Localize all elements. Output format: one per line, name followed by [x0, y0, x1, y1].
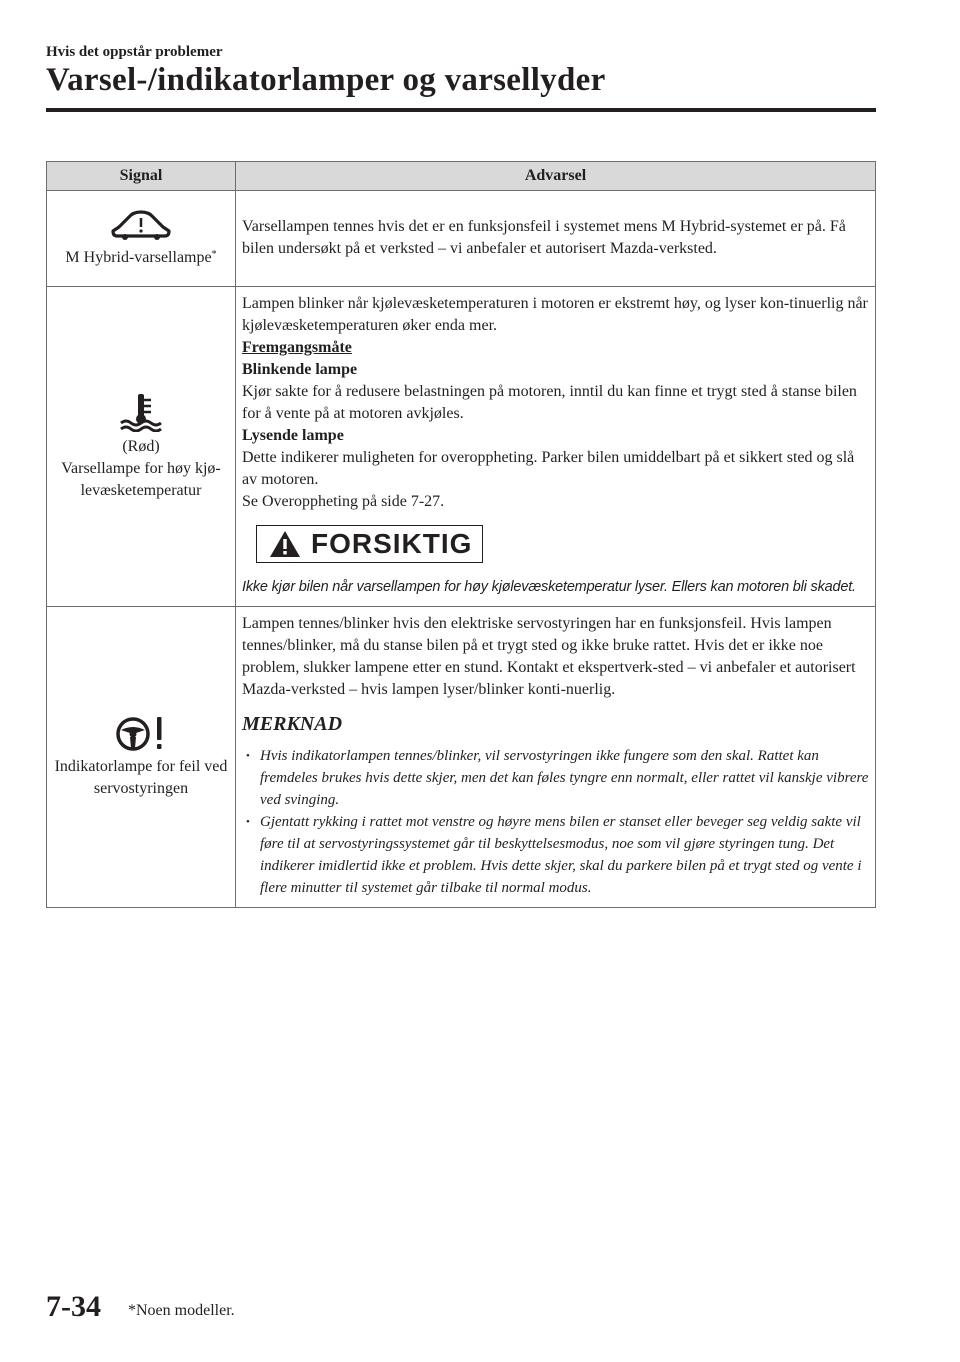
warning-cell: [236, 191, 876, 287]
warning-cell: [236, 287, 876, 607]
warning-lamp-table: [46, 161, 876, 908]
footnote: *Noen modeller.: [128, 1302, 235, 1319]
column-header-signal: Signal: [47, 162, 236, 191]
power-steering-warning-icon: [114, 714, 168, 752]
lit-text: Dette indikerer muligheten for overoppheting. Parker bilen umiddelbart på et sikkert sted og slå av motoren.: [242, 449, 855, 488]
footnote-mark: *: [211, 248, 217, 260]
lit-heading: Lysende lampe: [242, 427, 344, 444]
warning-cell: [236, 607, 876, 908]
blink-heading: Blinkende lampe: [242, 361, 358, 378]
signal-cell: [47, 191, 236, 287]
signal-label: M Hybrid-varsellampe: [65, 248, 212, 266]
signal-cell: [47, 287, 236, 607]
note-label: MERKNAD: [242, 713, 343, 735]
signal-color: (Rød): [122, 437, 160, 455]
warning-intro: Lampen blinker når kjølevæsketemperaturen i motoren er ekstremt høy, og lyser kon-tinuerlig når kjølevæsketemperaturen øker enda mer.: [242, 295, 868, 334]
title-rule: [46, 108, 876, 112]
warning-text: Lampen tennes/blinker hvis den elektriske servostyringen har en funksjonsfeil. Hvis lampen tennes/blinker, må du stanse bilen på et trygt sted og ikke bruke rattet. Hvis det er ikke noe problem, slukker lampene etter en stund. Kontakt et ekspertverk-sted – vi anbefaler et autorisert Mazda-verksted – hvis lampen lyser/blinker konti-nuerlig.: [242, 615, 856, 698]
page-number: 7-34: [46, 1290, 101, 1323]
note-list: [242, 745, 869, 899]
coolant-temperature-icon: [118, 392, 164, 432]
warning-triangle-icon: [269, 530, 301, 558]
column-header-warning: Advarsel: [236, 162, 876, 191]
caution-text: Ikke kjør bilen når varsellampen for høy kjølevæsketemperatur lyser. Ellers kan motoren bli skadet.: [242, 579, 856, 595]
procedure-heading: Fremgangsmåte: [242, 339, 352, 356]
section-label: Hvis det oppstår problemer: [46, 44, 223, 60]
caution-box: [256, 525, 483, 563]
table-row: [47, 191, 876, 287]
page-title: Varsel-/indikatorlamper og varsellyder: [46, 62, 606, 98]
signal-cell: [47, 607, 236, 908]
table-header-row: [47, 162, 876, 191]
table-row: [47, 287, 876, 607]
table-row: [47, 607, 876, 908]
see-reference: Se Overoppheting på side 7-27.: [242, 493, 445, 510]
caution-label: FORSIKTIG: [311, 528, 473, 559]
signal-label: Varsellampe for høy kjø-levæsketemperatur: [61, 459, 221, 499]
car-hybrid-warning-icon: [109, 209, 173, 243]
blink-text: Kjør sakte for å redusere belastningen på motoren, inntil du kan finne et trygt sted å stanse bilen for å vente på at motoren avkjøles.: [242, 383, 857, 422]
note-item: • Hvis indikatorlampen tennes/blinker, vil servostyringen ikke fungere som den skal. Rattet kan fremdeles brukes hvis dette skjer, men det kan føles tyngre enn normalt, eller rattet vil kanskje vibrere ved svinging.: [242, 745, 869, 811]
note-item: • Gjentatt rykking i rattet mot venstre og høyre mens bilen er stanset eller beveger seg veldig sakte vil føre til at servostyringssystemet går til beskyttelsesmodus, noe som vil gjøre styringen tung. Det indikerer imidlertid ikke et problem. Hvis dette skjer, skal du parkere bilen på et trygt sted og vente i flere minutter til systemet går tilbake til normal modus.: [242, 811, 869, 899]
signal-label: Indikatorlampe for feil ved servostyringen: [54, 758, 228, 797]
warning-text: Varsellampen tennes hvis det er en funksjonsfeil i systemet mens M Hybrid-systemet er på. Få bilen undersøkt på et verksted – vi anbefaler et autorisert Mazda-verksted.: [242, 217, 846, 257]
